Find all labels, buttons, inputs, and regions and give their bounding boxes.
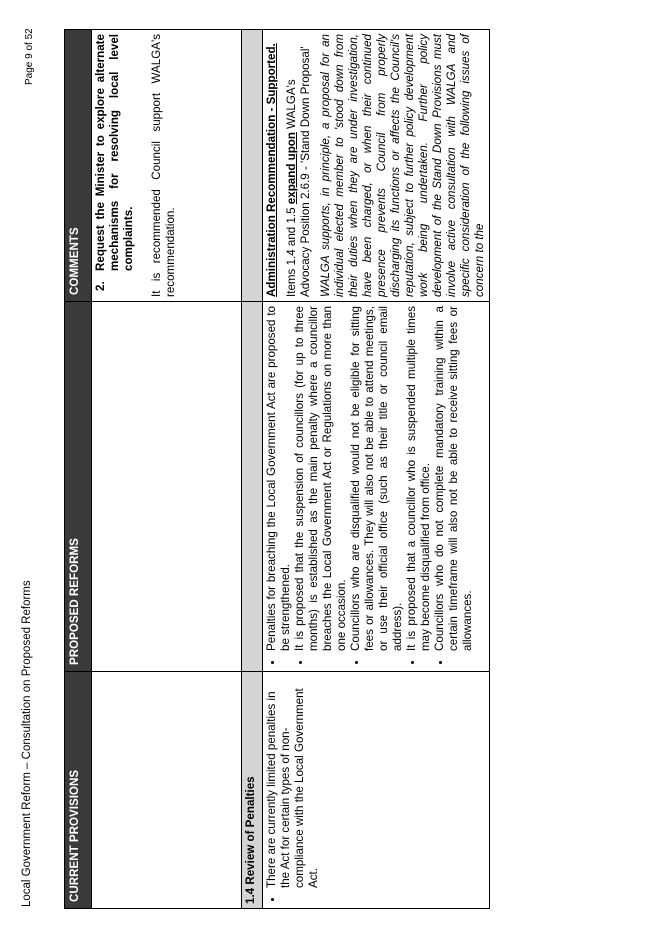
comment-expand-upon: expand upon	[285, 132, 298, 205]
list-item: • It is proposed that the suspension of councillors (for up to three months) is established as the main penalty where a councillor breaches the Local Government Act or Regulations on more than one occasion.	[293, 306, 349, 651]
list-item: • There are currently limited penalties in the Act for certain types of non-compliance with the Local Government Act.	[265, 676, 321, 888]
section-title: 1.4 Review of Penalties	[242, 672, 263, 909]
list-item: • Penalties for breaching the Local Government Act are proposed to be strengthened.	[265, 306, 293, 651]
page-number: Page 9 of 52	[24, 28, 35, 85]
cell-proposed-penalties	[263, 302, 490, 672]
list-item: • It is proposed that a councillor who is suspended multiple times may become disqualified from office.	[405, 306, 433, 651]
administration-recommendation: Administration Recommendation - Supported.	[265, 43, 278, 297]
cell-current-penalties	[263, 672, 490, 909]
section-row	[242, 30, 263, 909]
header-comments: COMMENTS	[65, 30, 92, 302]
header-proposed-reforms: PROPOSED REFORMS	[65, 302, 92, 672]
current-provisions-list	[265, 676, 321, 904]
section-blank-proposed	[242, 302, 263, 672]
table-row	[92, 30, 242, 909]
proposed-reforms-list	[265, 306, 475, 667]
reforms-table	[64, 29, 490, 909]
table-header-row	[65, 30, 92, 909]
cell-proposed-empty	[92, 302, 242, 672]
list-item: • Councillors who are disqualified would not be eligible for sitting fees or allowances. They will also not be able to attend meetings, or use their official office (such as their title or council email address).	[349, 306, 405, 651]
cell-current-empty	[92, 672, 242, 909]
section-blank-comments	[242, 30, 263, 302]
comment-walga-position: WALGA supports, in principle, a proposal for an individual elected member to 'stood down from their duties when they are under investigation, have been charged, or when their continued presence prevents Council from properly discharging its functions or affects the Council's reputation, subject to further policy development work being undertaken. Further policy development of the Stand Down Provisions must involve active consultation with WALGA and specific consideration of the following issues of concern to the	[319, 34, 486, 297]
comment-request-item	[94, 34, 136, 297]
comment-request-text: Request the Minister to explore alternate mechanisms for resolving local level complaints.	[94, 34, 135, 271]
document-title: Local Government Reform – Consultation on Proposed Reforms	[21, 580, 33, 907]
comment-recommendation: It is recommended Council support WALGA's recommendation.	[150, 34, 177, 297]
comment-advocacy-ref-start: Items 1.4 and 1.5	[285, 204, 298, 297]
comment-advocacy-ref	[285, 34, 313, 297]
cell-comments-penalties	[263, 30, 490, 302]
comment-request-number: 2.	[94, 281, 107, 291]
list-item: • Councillors who do not complete mandatory training within a certain timeframe will also not be able to receive sitting fees or allowances.	[433, 306, 475, 651]
cell-comments-continued	[92, 30, 242, 302]
header-current-provisions: CURRENT PROVISIONS	[65, 672, 92, 909]
comment-advocacy-ref-end: WALGA's Advocacy Position 2.6.9 - 'Stand Down Proposal'	[285, 46, 312, 297]
table-row	[263, 30, 490, 909]
